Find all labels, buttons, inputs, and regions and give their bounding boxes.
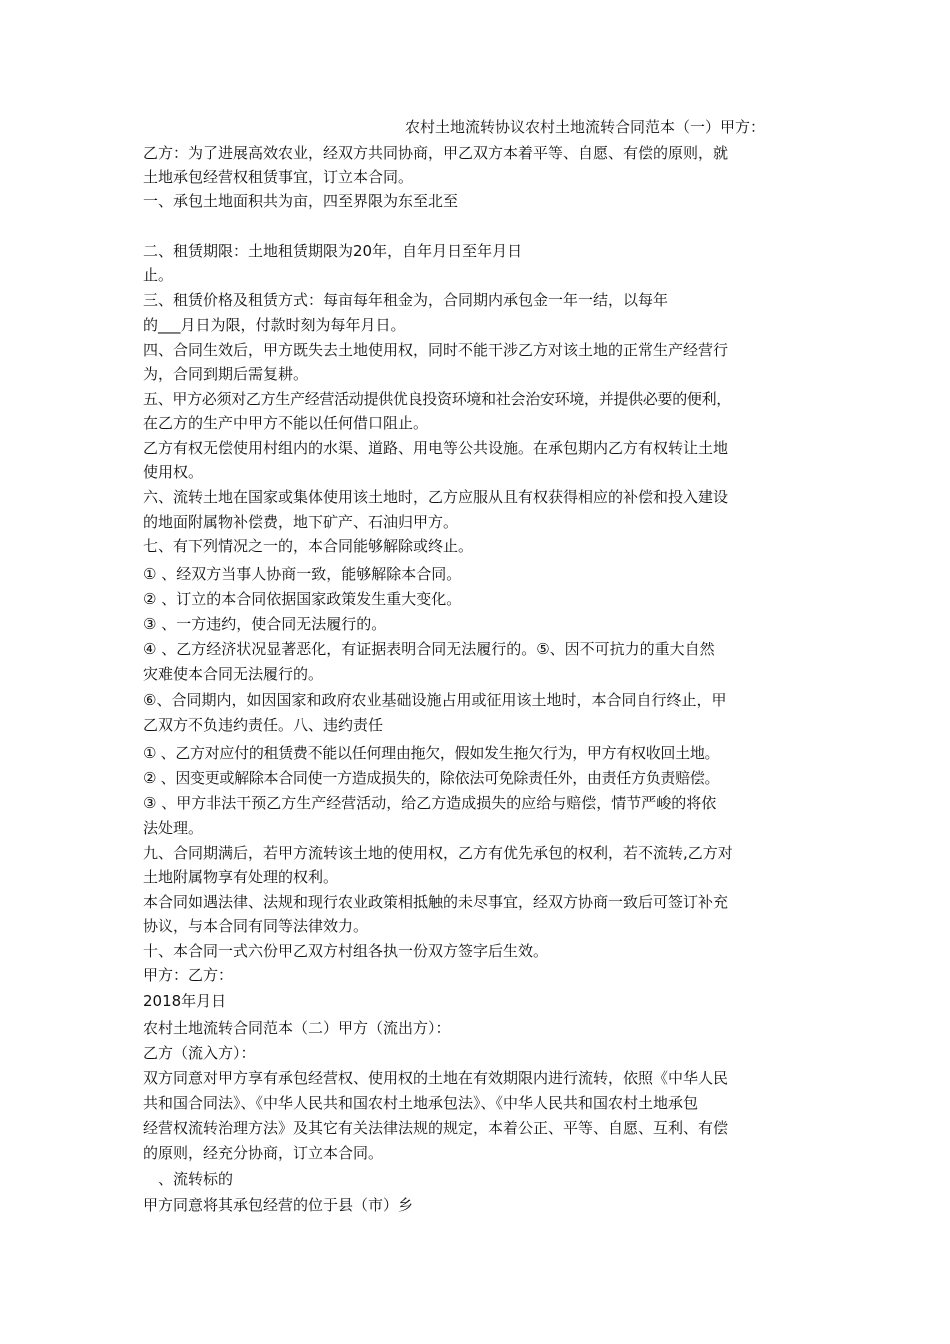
text-line: 使用权。 xyxy=(143,463,204,481)
list-item: ⑥、合同期内，如因国家和政府农业基础设施占用或征用该土地时，本合同自行终止，甲 xyxy=(143,691,727,709)
text-line: 共和国合同法》、《中华人民共和国农村土地承包法》、《中华人民共和国农村土地承包 xyxy=(143,1094,699,1112)
text-line: 土地附属物享有处理的权利。 xyxy=(143,868,339,886)
signature-line: 甲方：乙方： xyxy=(143,966,234,984)
text-line: 二、租赁期限：土地租赁期限为20年，自年月日至年月日 xyxy=(143,242,523,260)
text-line: 乙方：为了进展高效农业，经双方共同协商，甲乙双方本着平等、自愿、有偿的原则，就 xyxy=(143,144,729,162)
text-line: 本合同如遇法律、法规和现行农业政策相抵触的未尽事宜，经双方协商一致后可签订补充 xyxy=(143,893,729,911)
text-line: 甲方同意将其承包经营的位于县（市）乡 xyxy=(143,1196,414,1214)
date-line: 2018年月日 xyxy=(143,992,227,1010)
text-line: 六、流转土地在国家或集体使用该土地时，乙方应服从且有权获得相应的补偿和投入建设 xyxy=(143,488,729,506)
text-line: 乙双方不负违约责任。八、违约责任 xyxy=(143,716,384,734)
text-line: 乙方有权无偿使用村组内的水渠、道路、用电等公共设施。在承包期内乙方有权转让土地 xyxy=(143,439,729,457)
list-item: ④ 、乙方经济状况显著恶化，有证据表明合同无法履行的。⑤、因不可抗力的重大自然 xyxy=(143,640,715,658)
text-line: 五、甲方必须对乙方生产经营活动提供优良投资环境和社会治安环境，并提供必要的便利， xyxy=(143,390,732,408)
list-item: ① 、经双方当事人协商一致，能够解除本合同。 xyxy=(143,565,462,583)
text-line: 十、本合同一式六份甲乙双方村组各执一份双方签字后生效。 xyxy=(143,942,549,960)
text-line: 一、承包土地面积共为亩，四至界限为东至北至 xyxy=(143,192,459,210)
text-line: 七、有下列情况之一的，本合同能够解除或终止。 xyxy=(143,537,474,555)
section-heading: 、流转标的 xyxy=(158,1170,234,1188)
text-line: 在乙方的生产中甲方不能以任何借口阻止。 xyxy=(143,414,429,432)
text-line: 四、合同生效后，甲方既失去土地使用权，同时不能干涉乙方对该土地的正常生产经营行 xyxy=(143,341,729,359)
text-line: 灾难使本合同无法履行的。 xyxy=(143,665,324,683)
text-line: 土地承包经营权租赁事宜，订立本合同。 xyxy=(143,168,414,186)
list-item: ③ 、一方违约，使合同无法履行的。 xyxy=(143,615,387,633)
list-item: ③ 、甲方非法干预乙方生产经营活动，给乙方造成损失的应给与赔偿，情节严峻的将依 xyxy=(143,794,717,812)
section-heading: 农村土地流转合同范本（二）甲方（流出方）： xyxy=(143,1019,451,1037)
list-item: ② 、订立的本合同依据国家政策发生重大变化。 xyxy=(143,590,462,608)
text-line: 九、合同期满后，若甲方流转该土地的使用权，乙方有优先承包的权利，若不流转,乙方对 xyxy=(143,844,733,862)
text-line: 为，合同到期后需复耕。 xyxy=(143,365,309,383)
text-line: 乙方（流入方）： xyxy=(143,1044,256,1062)
text-line: 的___月日为限，付款时刻为每年月日。 xyxy=(143,316,406,334)
text-line: 法处理。 xyxy=(143,819,204,837)
document-title: 农村土地流转协议农村土地流转合同范本（一）甲方： xyxy=(405,118,766,136)
text-line: 的原则，经充分协商，订立本合同。 xyxy=(143,1144,384,1162)
list-item: ① 、乙方对应付的租赁费不能以任何理由拖欠，假如发生拖欠行为，甲方有权收回土地。 xyxy=(143,744,720,762)
text-line: 协议，与本合同有同等法律效力。 xyxy=(143,917,369,935)
text-line: 止。 xyxy=(143,266,174,284)
text-line: 三、租赁价格及租赁方式：每亩每年租金为，合同期内承包金一年一结，以每年 xyxy=(143,291,669,309)
text-line: 双方同意对甲方享有承包经营权、使用权的土地在有效期限内进行流转，依照《中华人民 xyxy=(143,1069,729,1087)
text-line: 经营权流转治理方法》及其它有关法律法规的规定，本着公正、平等、自愿、互利、有偿 xyxy=(143,1119,729,1137)
list-item: ② 、因变更或解除本合同使一方造成损失的，除依法可免除责任外，由责任方负责赔偿。 xyxy=(143,769,720,787)
text-line: 的地面附属物补偿费，地下矿产、石油归甲方。 xyxy=(143,513,459,531)
